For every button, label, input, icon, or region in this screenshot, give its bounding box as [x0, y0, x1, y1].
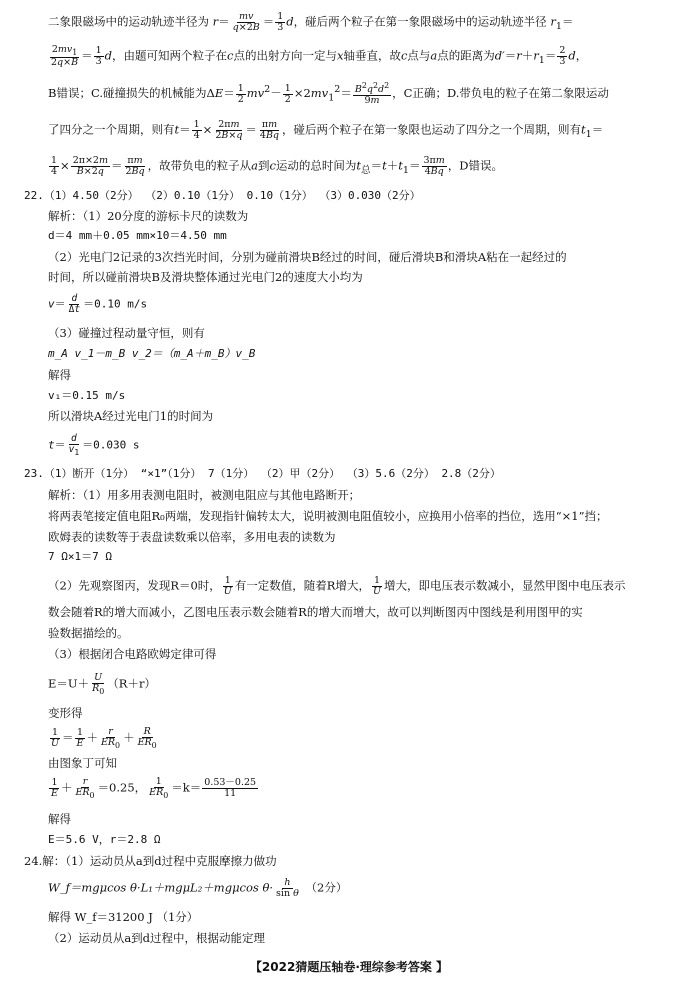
intro-line-4: 了四分之一个周期，则有t＝ $\frac{1}{4}$ × $\frac{2\pi m}{2B\times q}$ ＝ $\frac{\pi m}{4Bq}$ ，碰后两个粒子在第一象限也运动了四分之一个周期，则有$t_1=$	[48, 119, 604, 141]
q23-line-13: E＝5.6 V，r＝2.8 Ω	[48, 833, 161, 846]
q23-line-3: 欧姆表的读数等于表盘读数乘以倍率，多用电表的读数为	[48, 530, 336, 544]
q22-line-7: m_A v_1－m_B v_2＝（m_A＋m_B）v_B	[48, 347, 256, 360]
intro-line-1: 二象限磁场中的运动轨迹半径为 r＝ $\frac{mv}{q\times 2B}$ ＝ $\frac{1}{3}$ d，碰后两个粒子在第一象限磁场中的运动轨迹半径 $r_1=$	[48, 11, 574, 33]
q23-line-4: 7 Ω×1＝7 Ω	[48, 550, 112, 563]
q22-line-9: v₁＝0.15 m/s	[48, 389, 126, 402]
q22-line-4: 时间，所以碰前滑块B及滑块整体通过光电门2的速度大小均为	[48, 270, 363, 284]
q23-line-eq: $\frac{1}{U}$ ＝ $\frac{1}{E}$ ＋ $\frac{r}{ER_0}$ ＋ $\frac{R}{ER_0}$	[51, 726, 157, 750]
intro-line-3: B错误；C.碰撞损失的机械能为ΔE＝ $\frac{1}{2}$ $mv^2-$ $\frac{1}{2}$ $\times 2mv_1^2=$ $\frac{B^2q^2d^2}{9m}$ ，C正确；D.带负电的粒子在第二象限运动	[48, 81, 609, 107]
q22-line-6: （3）碰撞过程动量守恒，则有	[48, 326, 205, 340]
q23-line-8: （3）根据闭合电路欧姆定律可得	[48, 647, 217, 661]
q23-line-2: 将两表笔接定值电阻R₀两端，发现指针偏转太大，说明被测电阻值较小，应换用小倍率的挡位，选用“×1”挡；	[48, 509, 608, 523]
q23-line-slope: $\frac{1}{E}$ ＋ $\frac{r}{ER_0}$ ＝0.25， $\frac{1}{ER_0}$ ＝k＝ $\frac{0.53-0.25}{11}$	[51, 776, 257, 800]
q22-line-10: 所以滑块A经过光电门1的时间为	[48, 409, 214, 423]
q22-line-2: d＝4 mm＋0.05 mm×10＝4.50 mm	[48, 229, 227, 242]
q23-line-10: 变形得	[48, 706, 83, 720]
intro-line-5: $\frac{1}{4}$ × $\frac{2\pi\times 2m}{B\times 2q}$ ＝ $\frac{\pi m}{2Bq}$ ，故带负电的粒子从a到c运动的总时间为$t_总=t+t_1=$ $\frac{3\pi m}{4Bq}$ ，D错误。	[51, 155, 504, 177]
q23-line-5: （2）先观察图丙，发现R＝0时， $\frac{1}{U}$ 有一定数值，随着R增大， $\frac{1}{U}$ 增大，即电压表示数减小，显然甲图中电压表示	[48, 575, 626, 597]
q24-line-4: （2）运动员从a到d过程中，根据动能定理	[48, 931, 266, 945]
q23-line-6: 数会随着R的增大而减小，乙图电压表示数会随着R的增大而增大，故可以判断图丙中图线是利用图甲的实	[48, 605, 583, 619]
q23-line-12: 解得	[48, 812, 71, 826]
q22-line-5: v＝ $\frac{d}{\Delta t}$ ＝0.10 m/s	[48, 293, 148, 315]
page-footer: 【2022猜题压轴卷·理综参考答案 】	[249, 960, 449, 974]
q24-line-1: 24.解：（1）运动员从a到d过程中克服摩擦力做功	[24, 854, 277, 868]
q22-line-3: （2）光电门2记录的3次挡光时间，分别为碰前滑块B经过的时间，碰后滑块B和滑块A粘在一起经过的	[48, 250, 567, 264]
q22-answer: 22.（1）4.50（2分） （2）0.10（1分） 0.10（1分） （3）0.030（2分）	[24, 189, 421, 202]
q22-line-11: t＝ $\frac{d}{v_1}$ ＝0.030 s	[48, 433, 140, 457]
q23-line-1: 解析：（1）用多用表测电阻时，被测电阻应与其他电路断开；	[48, 488, 361, 502]
q23-line-11: 由图象丁可知	[48, 756, 117, 770]
q23-line-9: E＝U＋ $\frac{U}{R_0}$ （R＋r）	[48, 672, 156, 696]
q23-line-7: 验数据描绘的。	[48, 626, 129, 640]
intro-line-2: $\frac{2mv_1}{2q\times B}$ ＝ $\frac{1}{3}$ d，由题可知两个粒子在c点的出射方向一定与x轴垂直，故c点与a点的距离为$d'=r+r_1=$ $\frac{2}{3}$ d，	[51, 44, 588, 69]
q23-answer: 23.（1）断开（1分） “×1”（1分） 7（1分） （2）甲（2分） （3）5.6（2分） 2.8（2分）	[24, 467, 501, 480]
q22-line-1: 解析：（1）20分度的游标卡尺的读数为	[48, 209, 249, 223]
q22-line-8: 解得	[48, 368, 71, 382]
q24-line-2: W_f＝mgμcos θ·L₁＋mgμL₂＋mgμcos θ· $\frac{h}{\text{sin θ}}$ （2分）	[48, 877, 348, 899]
q24-line-3: 解得 W_f＝31200 J （1分）	[48, 910, 199, 924]
